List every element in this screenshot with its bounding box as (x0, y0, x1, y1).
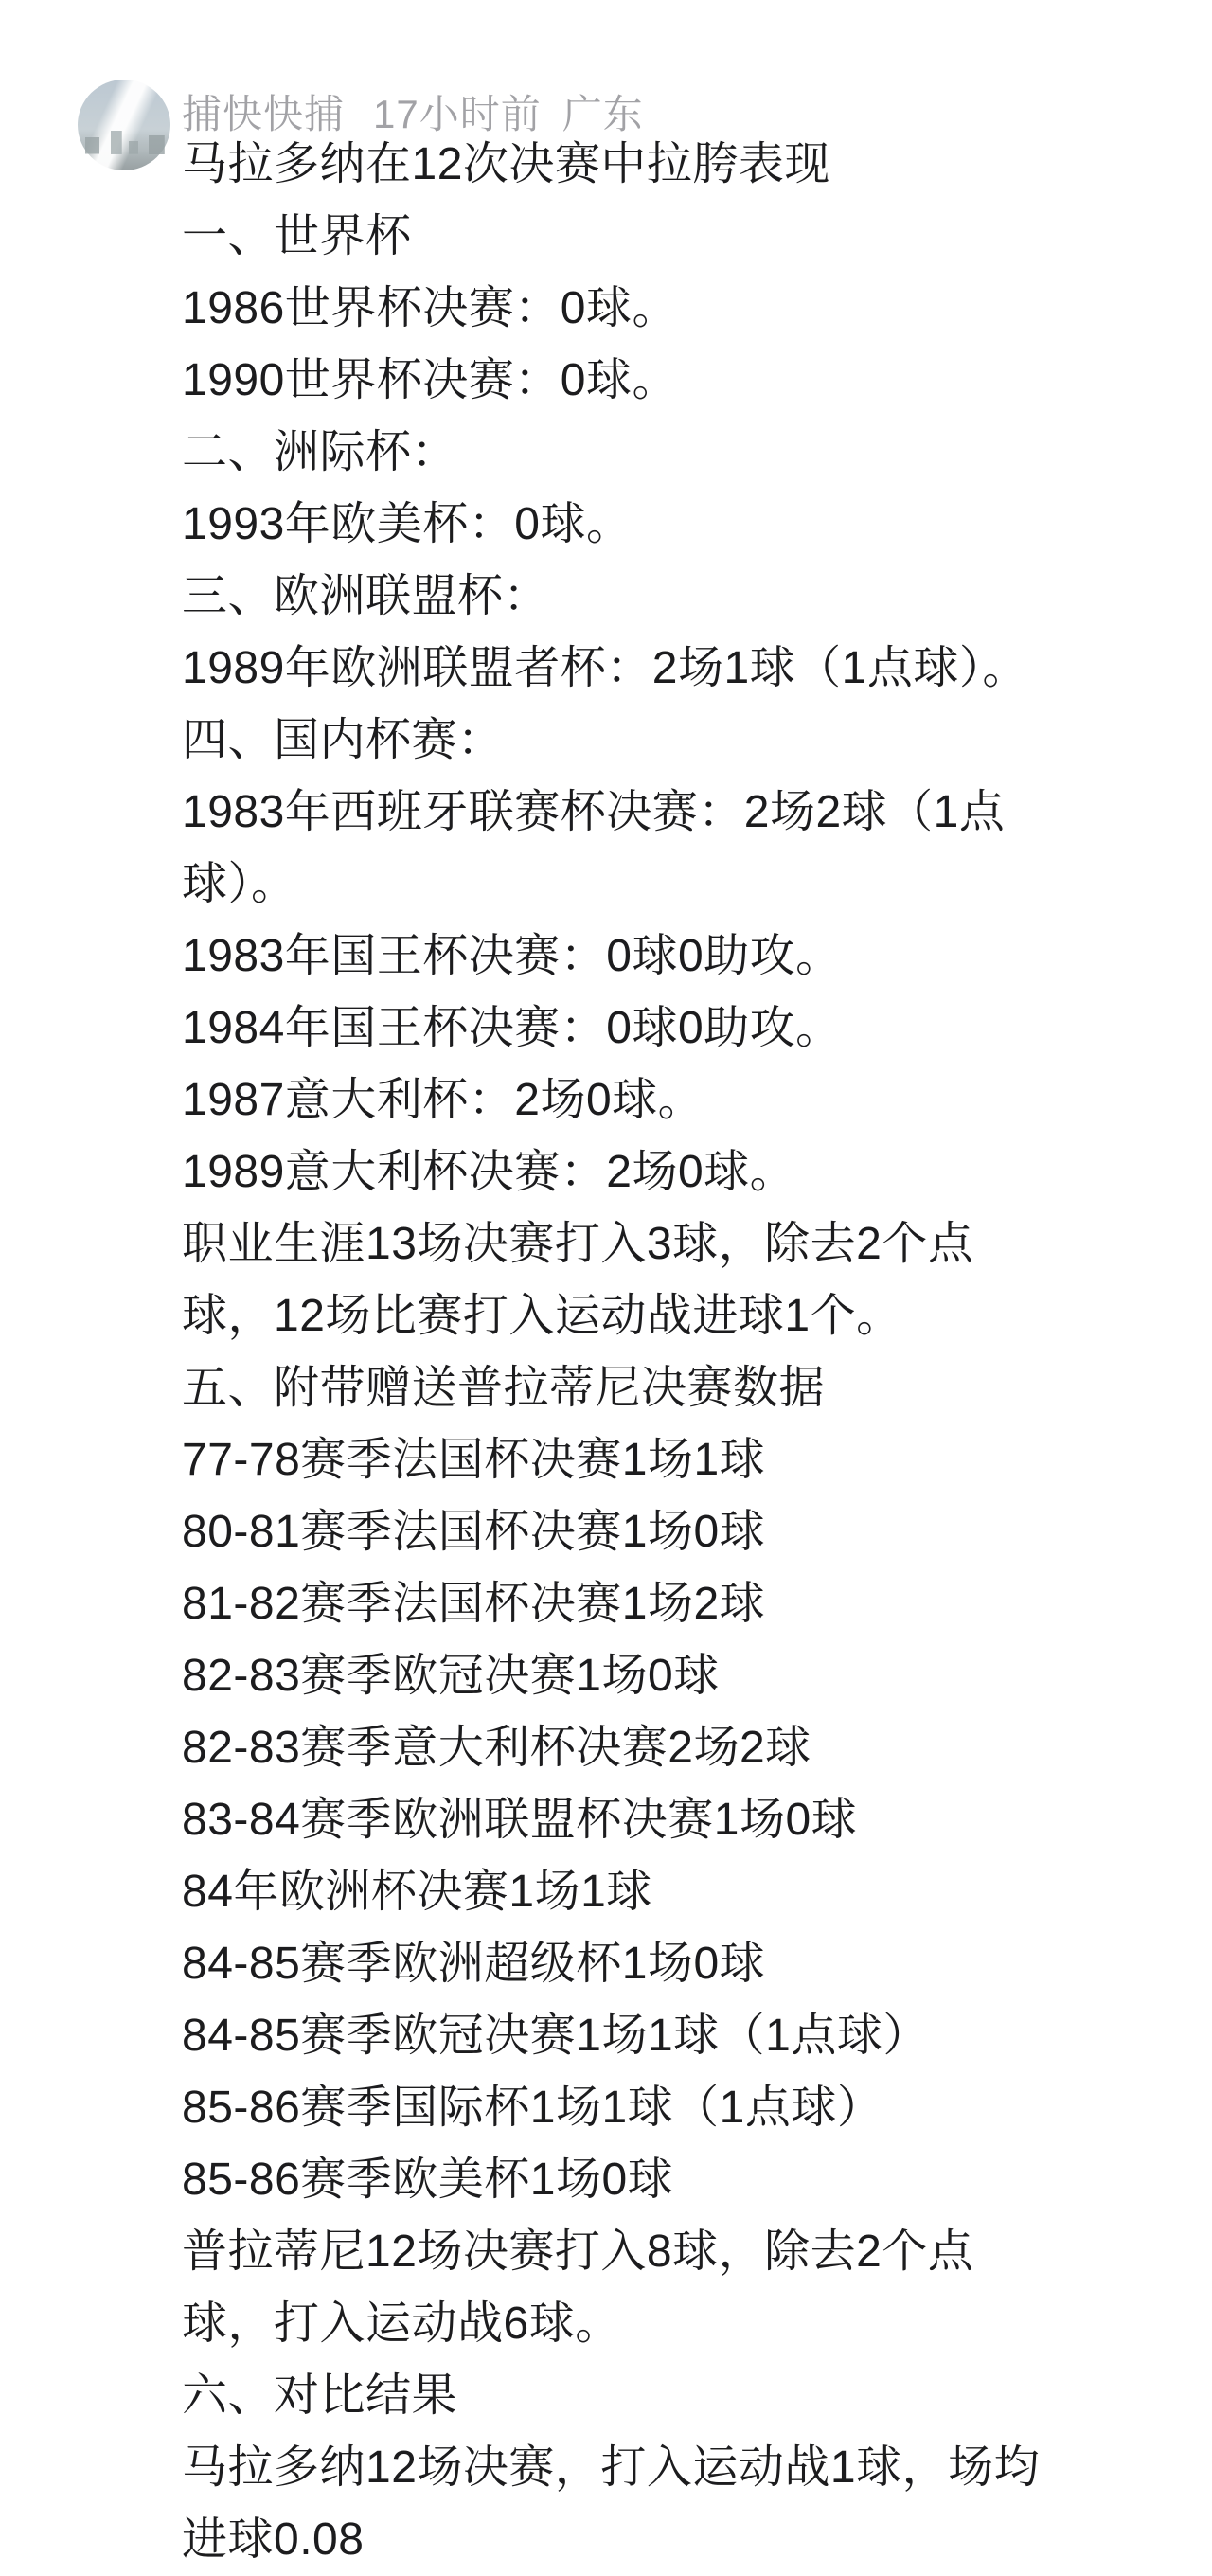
text-line: 80-81赛季法国杯决赛1场0球 (182, 1507, 766, 1557)
text-line: 1986世界杯决赛：0球。 (182, 283, 678, 333)
text-line: 球，12场比赛打入运动战进球1个。 (182, 1291, 902, 1341)
text-line: 83-84赛季欧洲联盟杯决赛1场0球 (182, 1795, 858, 1845)
author-name[interactable]: 捕快快捕 (182, 92, 346, 136)
text-line: 1989年欧洲联盟者杯：2场1球（1点球）。 (182, 643, 1028, 693)
text-line: 一、世界杯 (182, 211, 412, 261)
text-line: 1984年国王杯决赛：0球0助攻。 (182, 1003, 842, 1053)
text-line: 82-83赛季欧冠决赛1场0球 (182, 1651, 720, 1701)
text-line: 进球0.08 (182, 2514, 365, 2565)
post-body (182, 129, 1167, 2576)
text-line: 三、欧洲联盟杯： (182, 571, 550, 621)
text-line: 1987意大利杯：2场0球。 (182, 1075, 704, 1125)
text-line: 二、洲际杯： (182, 427, 458, 477)
text-line: 六、对比结果 (182, 2370, 458, 2421)
text-line: 1989意大利杯决赛：2场0球。 (182, 1147, 796, 1197)
text-line: 1993年欧美杯：0球。 (182, 499, 633, 549)
text-line: 1983年国王杯决赛：0球0助攻。 (182, 931, 842, 981)
post-location: 广东 (561, 92, 644, 136)
text-line: 四、国内杯赛： (182, 715, 504, 765)
text-line: 85-86赛季欧美杯1场0球 (182, 2155, 674, 2205)
text-line: 84年欧洲杯决赛1场1球 (182, 1867, 652, 1917)
text-line: 1983年西班牙联赛杯决赛：2场2球（1点 (182, 787, 1006, 837)
text-line: 球）。 (182, 859, 297, 909)
text-line: 84-85赛季欧洲超级杯1场0球 (182, 1939, 766, 1989)
text-line: 五、附带赠送普拉蒂尼决赛数据 (182, 1363, 826, 1413)
text-line: 1990世界杯决赛：0球。 (182, 355, 678, 405)
avatar[interactable] (78, 80, 170, 170)
post-title: 马拉多纳在12次决赛中拉胯表现 (182, 139, 830, 189)
post-timestamp: 17小时前 (373, 92, 542, 136)
text-line: 职业生涯13场决赛打入3球，除去2个点 (182, 1219, 974, 1269)
text-line: 普拉蒂尼12场决赛打入8球，除去2个点 (182, 2227, 974, 2277)
text-line: 马拉多纳12场决赛，打入运动战1球，场均 (182, 2442, 1041, 2493)
text-line: 球，打入运动战6球。 (182, 2299, 621, 2349)
text-line: 81-82赛季法国杯决赛1场2球 (182, 1579, 766, 1629)
text-line: 77-78赛季法国杯决赛1场1球 (182, 1435, 766, 1485)
text-line: 84-85赛季欧冠决赛1场1球（1点球） (182, 2011, 929, 2061)
text-line: 82-83赛季意大利杯决赛2场2球 (182, 1723, 811, 1773)
text-line: 85-86赛季国际杯1场1球（1点球） (182, 2083, 883, 2133)
